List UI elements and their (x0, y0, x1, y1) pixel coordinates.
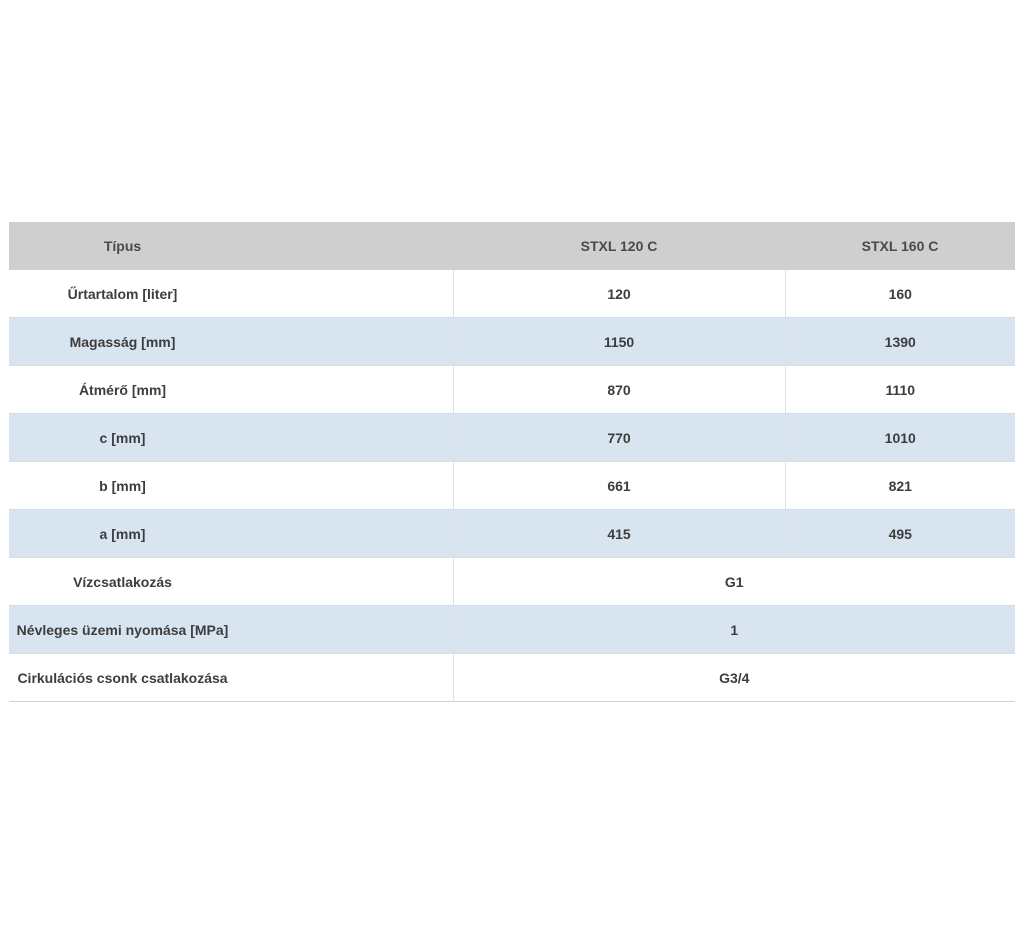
row-value-model-2: 1010 (785, 414, 1015, 462)
row-value-model-1: 1150 (453, 318, 785, 366)
row-value-model-2: 1110 (785, 366, 1015, 414)
row-value-merged: G3/4 (453, 654, 1015, 702)
row-label: Űrtartalom [liter] (67, 285, 178, 302)
row-label: Magasság [mm] (69, 333, 176, 350)
row-value-model-1: 120 (453, 270, 785, 318)
table-row (9, 366, 1015, 414)
row-value-model-2: 160 (785, 270, 1015, 318)
row-value-merged: 1 (453, 606, 1015, 654)
row-label: Névleges üzemi nyomása [MPa] (16, 621, 229, 638)
row-value-model-2: 821 (785, 462, 1015, 510)
table-row (9, 414, 1015, 462)
row-value-model-1: 661 (453, 462, 785, 510)
table-row (9, 558, 1015, 606)
row-label: Vízcsatlakozás (73, 573, 172, 590)
spec-table (9, 222, 1015, 702)
header-cell-model-2: STXL 160 C (861, 238, 939, 254)
row-label: c [mm] (99, 429, 146, 446)
table-row (9, 270, 1015, 318)
row-value-model-2: 1390 (785, 318, 1015, 366)
header-cell-model-1: STXL 120 C (580, 238, 658, 254)
row-value-model-1: 870 (453, 366, 785, 414)
table-header-row (9, 222, 1015, 270)
row-label: a [mm] (99, 525, 146, 542)
row-value-model-1: 415 (453, 510, 785, 558)
table-row (9, 606, 1015, 654)
table-row (9, 462, 1015, 510)
table-row (9, 654, 1015, 702)
table-row (9, 318, 1015, 366)
row-value-model-2: 495 (785, 510, 1015, 558)
header-cell-type: Típus (103, 238, 142, 254)
row-label: Cirkulációs csonk csatlakozása (17, 669, 228, 686)
row-value-model-1: 770 (453, 414, 785, 462)
row-value-merged: G1 (453, 558, 1015, 606)
table-row (9, 510, 1015, 558)
row-label: b [mm] (99, 477, 146, 494)
row-label: Átmérő [mm] (78, 381, 167, 398)
